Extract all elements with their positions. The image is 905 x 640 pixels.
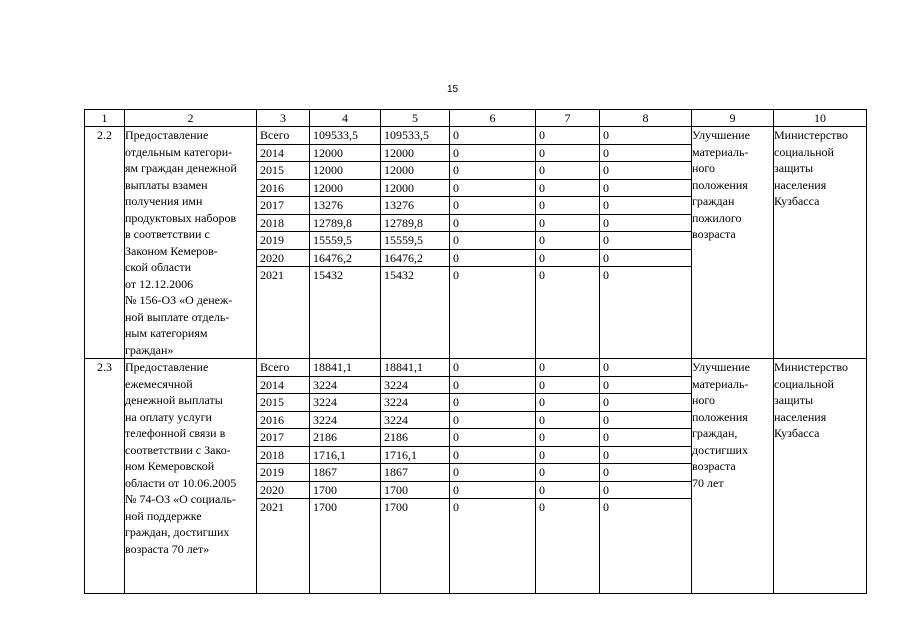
value-cell: Всего	[257, 359, 309, 377]
description-line: Законом Кемеров-	[125, 243, 218, 258]
value-cell: 0	[536, 412, 599, 430]
value-cell: 0	[450, 447, 535, 465]
responsible-line: защиты	[774, 161, 814, 175]
description-line: на оплату услуги	[125, 409, 212, 424]
col5-column	[381, 359, 450, 594]
value-cell: 12000	[381, 162, 449, 180]
value-cell: 2019	[257, 232, 309, 250]
value-cell: 15559,5	[310, 232, 380, 250]
value-cell: 109533,5	[310, 127, 380, 145]
value-cell: 0	[536, 162, 599, 180]
value-cell: 0	[450, 377, 535, 395]
value-cell: 2014	[257, 377, 309, 395]
description-line: ном Кемеровской	[125, 459, 215, 473]
value-cell: 0	[536, 232, 599, 250]
value-cell: 1700	[384, 500, 408, 514]
value-cell: 0	[536, 359, 599, 377]
value-cell: 2018	[257, 215, 309, 233]
value-cell: 0	[600, 429, 691, 447]
description-line: получения имн	[125, 194, 203, 208]
result-cell	[692, 359, 774, 594]
value-cell: 2017	[257, 429, 309, 447]
value-cell: Всего	[257, 127, 309, 145]
value-cell: 2016	[257, 412, 309, 430]
value-cell: 0	[536, 127, 599, 145]
value-cell: 2019	[257, 464, 309, 482]
result-line: граждан,	[692, 426, 738, 440]
value-cell: 0	[450, 429, 535, 447]
value-cell: 13276	[310, 197, 380, 215]
years-column	[257, 359, 310, 594]
value-cell: 0	[536, 215, 599, 233]
value-cell: 0	[600, 232, 691, 250]
value-cell: 0	[600, 250, 691, 268]
responsible-line: социальной	[774, 376, 834, 391]
table-row	[85, 359, 867, 594]
description-line: ной выплате отдель-	[125, 309, 230, 324]
col6-column	[450, 127, 536, 359]
value-cell: 18841,1	[310, 359, 380, 377]
value-cell: 0	[536, 429, 599, 447]
value-cell: 0	[536, 447, 599, 465]
description-line: от 12.12.2006	[125, 276, 194, 291]
result-line: достигших	[692, 442, 748, 457]
years-column	[257, 127, 310, 359]
description-line: Предоставление	[125, 360, 209, 374]
value-cell: 0	[450, 180, 535, 198]
value-cell: 12000	[310, 180, 380, 198]
col7-column	[536, 359, 600, 594]
value-cell: 2020	[257, 250, 309, 268]
result-line: Улучшение	[692, 360, 750, 374]
description-line: соответствии с Зако-	[125, 442, 231, 457]
description-line: Предоставление	[125, 128, 209, 142]
value-cell: 0	[450, 215, 535, 233]
value-cell: 0	[450, 232, 535, 250]
value-cell: 12000	[310, 162, 380, 180]
result-line: возраста	[692, 227, 736, 241]
value-cell: 18841,1	[381, 359, 449, 377]
responsible-line: Кузбасса	[774, 194, 820, 208]
row-number: 2.3	[85, 359, 125, 594]
value-cell: 0	[450, 197, 535, 215]
value-cell: 3224	[381, 412, 449, 430]
value-cell: 2021	[260, 500, 284, 514]
description-line: возраста 70 лет»	[125, 541, 210, 556]
responsible-line: Кузбасса	[774, 426, 820, 440]
col8-column	[600, 127, 692, 359]
value-cell: 2015	[257, 394, 309, 412]
result-line: 70 лет	[692, 475, 724, 490]
description-cell	[125, 127, 257, 359]
result-line: Улучшение	[692, 128, 750, 142]
value-cell: 2020	[257, 482, 309, 500]
header-row	[85, 110, 867, 127]
value-cell: 1700	[310, 482, 380, 500]
result-line: граждан	[692, 194, 735, 208]
value-cell: 1867	[310, 464, 380, 482]
value-cell: 0	[536, 250, 599, 268]
col8-column	[600, 359, 692, 594]
header-cell: 9	[692, 110, 774, 127]
value-cell: 2021	[260, 268, 284, 282]
row-number: 2.2	[85, 127, 125, 359]
value-cell: 1716,1	[381, 447, 449, 465]
header-cell: 7	[536, 110, 600, 127]
description-line: ным категориям	[125, 326, 208, 340]
value-cell: 0	[600, 162, 691, 180]
description-line: граждан»	[125, 342, 174, 357]
header-cell: 3	[257, 110, 310, 127]
description-cell	[125, 359, 257, 594]
description-line: выплаты взамен	[125, 177, 208, 192]
description-line: отдельным категори-	[125, 144, 233, 159]
value-cell: 12000	[381, 180, 449, 198]
value-cell: 0	[450, 482, 535, 500]
value-cell: 0	[600, 359, 691, 377]
responsible-cell	[774, 359, 867, 594]
description-line: граждан, достигших	[125, 525, 230, 539]
description-line: в соответствии с	[125, 227, 210, 241]
responsible-line: населения	[774, 409, 827, 424]
value-cell: 0	[600, 197, 691, 215]
table-row	[85, 127, 867, 359]
result-line: возраста	[692, 459, 736, 473]
description-line: ской области	[125, 260, 192, 274]
result-line: положения	[692, 409, 748, 424]
description-line: № 74-ОЗ «О социаль-	[125, 492, 236, 506]
responsible-line: социальной	[774, 144, 834, 159]
value-cell: 2017	[257, 197, 309, 215]
value-cell: 0	[600, 464, 691, 482]
value-cell: 3224	[310, 412, 380, 430]
value-cell: 0	[536, 394, 599, 412]
description-line: ежемесячной	[125, 376, 193, 391]
col6-column	[450, 359, 536, 594]
responsible-line: Министерство	[774, 128, 848, 142]
value-cell: 0	[450, 464, 535, 482]
description-line: денежной выплаты	[125, 393, 223, 407]
value-cell: 0	[536, 197, 599, 215]
value-cell: 0	[536, 482, 599, 500]
value-cell: 1867	[381, 464, 449, 482]
responsible-cell	[774, 127, 867, 359]
value-cell: 3224	[381, 394, 449, 412]
value-cell: 0	[600, 180, 691, 198]
value-cell: 0	[450, 162, 535, 180]
value-cell: 0	[539, 500, 545, 514]
result-line: пожилого	[692, 210, 742, 225]
value-cell: 2018	[257, 447, 309, 465]
value-cell: 12789,8	[381, 215, 449, 233]
result-line: положения	[692, 177, 748, 192]
value-cell: 0	[600, 215, 691, 233]
value-cell: 0	[600, 127, 691, 145]
value-cell: 13276	[381, 197, 449, 215]
responsible-line: населения	[774, 177, 827, 192]
value-cell: 0	[600, 412, 691, 430]
value-cell: 0	[536, 377, 599, 395]
value-cell: 2015	[257, 162, 309, 180]
program-table	[84, 109, 867, 594]
value-cell: 0	[450, 394, 535, 412]
value-cell: 12789,8	[310, 215, 380, 233]
result-line: ного	[692, 393, 716, 407]
value-cell: 16476,2	[381, 250, 449, 268]
value-cell: 2186	[310, 429, 380, 447]
col4-column	[310, 359, 381, 594]
col4-column	[310, 127, 381, 359]
header-cell: 2	[125, 110, 257, 127]
value-cell: 15559,5	[381, 232, 449, 250]
value-cell: 1716,1	[310, 447, 380, 465]
value-cell: 0	[453, 500, 459, 514]
value-cell: 2186	[381, 429, 449, 447]
header-cell: 10	[774, 110, 867, 127]
value-cell: 0	[450, 145, 535, 163]
value-cell: 109533,5	[381, 127, 449, 145]
value-cell: 0	[600, 482, 691, 500]
value-cell: 0	[536, 464, 599, 482]
description-line: ям граждан денежной	[125, 161, 237, 175]
value-cell: 3224	[310, 394, 380, 412]
value-cell: 0	[450, 127, 535, 145]
header-cell: 4	[310, 110, 381, 127]
value-cell: 15432	[313, 268, 343, 282]
value-cell: 16476,2	[310, 250, 380, 268]
value-cell: 12000	[310, 145, 380, 163]
page-number: 15	[446, 84, 459, 95]
result-cell	[692, 127, 774, 359]
header-cell: 1	[85, 110, 125, 127]
value-cell: 15432	[384, 268, 414, 282]
description-line: продуктовых наборов	[125, 210, 237, 225]
value-cell: 0	[600, 377, 691, 395]
value-cell: 2014	[257, 145, 309, 163]
value-cell: 0	[600, 145, 691, 163]
value-cell: 0	[600, 394, 691, 412]
value-cell: 1700	[381, 482, 449, 500]
value-cell: 0	[450, 412, 535, 430]
value-cell: 0	[603, 268, 609, 282]
description-line: № 156-ОЗ «О денеж-	[125, 293, 233, 307]
result-line: материаль-	[692, 376, 749, 391]
value-cell: 0	[536, 180, 599, 198]
header-cell: 5	[381, 110, 450, 127]
value-cell: 1700	[313, 500, 337, 514]
value-cell: 3224	[310, 377, 380, 395]
description-line: области от 10.06.2005	[125, 475, 237, 490]
result-line: ного	[692, 161, 716, 175]
value-cell: 3224	[381, 377, 449, 395]
responsible-line: защиты	[774, 393, 814, 407]
col7-column	[536, 127, 600, 359]
col5-column	[381, 127, 450, 359]
header-cell: 6	[450, 110, 536, 127]
value-cell: 2016	[257, 180, 309, 198]
description-line: телефонной связи в	[125, 426, 226, 440]
value-cell: 0	[539, 268, 545, 282]
value-cell: 0	[453, 268, 459, 282]
value-cell: 12000	[381, 145, 449, 163]
value-cell: 0	[536, 145, 599, 163]
responsible-line: Министерство	[774, 360, 848, 374]
value-cell: 0	[450, 359, 535, 377]
description-line: ной поддержке	[125, 508, 202, 523]
value-cell: 0	[450, 250, 535, 268]
header-cell: 8	[600, 110, 692, 127]
value-cell: 0	[600, 447, 691, 465]
result-line: материаль-	[692, 144, 749, 159]
value-cell: 0	[603, 500, 609, 514]
